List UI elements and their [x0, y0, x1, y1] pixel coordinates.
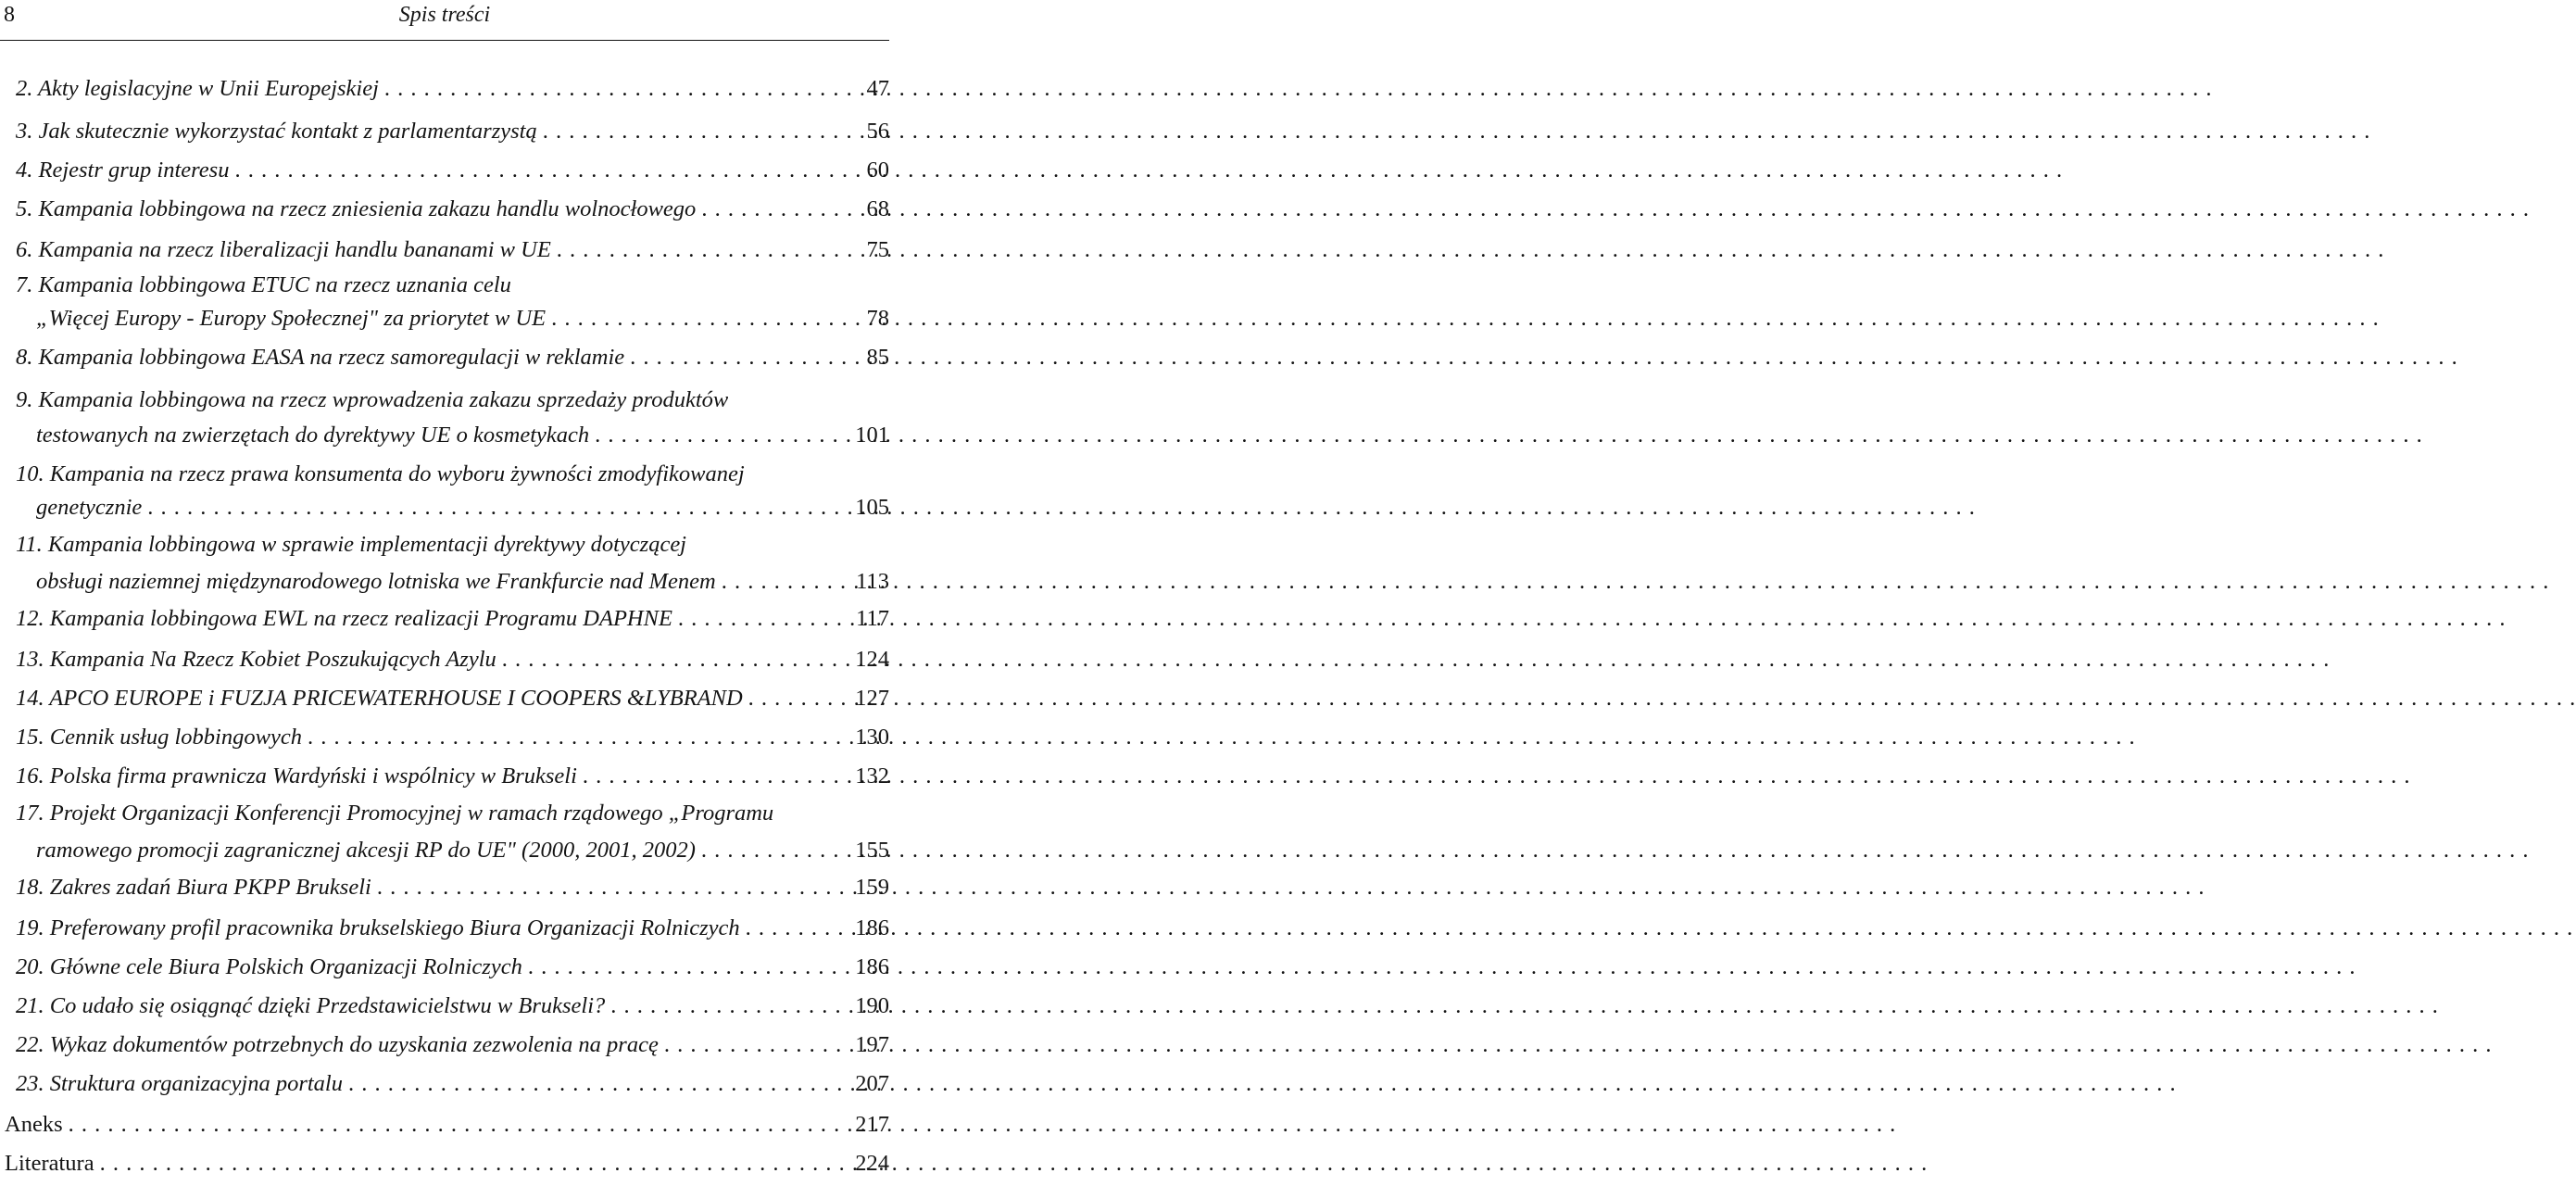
- toc-entry-title: 5. Kampania lobbingowa na rzecz zniesienia zakazu handlu wolnocłowego: [16, 196, 697, 221]
- toc-leader: [659, 1023, 855, 1067]
- toc-leader: [63, 1103, 856, 1147]
- toc-leader: [371, 865, 855, 910]
- toc-entry-page: 155: [855, 838, 889, 863]
- toc-entry: [0, 109, 889, 154]
- toc-entry: [0, 906, 889, 951]
- toc-entry: [0, 984, 889, 1028]
- toc-entry-page: 78: [866, 306, 889, 331]
- toc-entry-title: 7. Kampania lobbingowa ETUC na rzecz uznania celu: [16, 272, 511, 297]
- toc-entry-title-continuation: genetycznie: [36, 495, 143, 520]
- toc-entry-title: 4. Rejestr grup interesu: [16, 158, 230, 183]
- toc-entry-page: 113: [856, 569, 889, 594]
- toc-entry-page: 224: [855, 1151, 889, 1176]
- toc-entry-page: 60: [866, 158, 889, 183]
- toc-entry-page: 124: [855, 647, 889, 672]
- toc-entry-title-continuation: „Więcej Europy - Europy Społecznej" za priorytet w UE: [36, 306, 547, 331]
- toc-entry-title: 3. Jak skutecznie wykorzystać kontakt z parlamentarzystą: [16, 119, 537, 144]
- toc-entry-page: 190: [855, 993, 889, 1018]
- toc-leader: [537, 109, 856, 154]
- toc-entry-page: 186: [855, 954, 889, 979]
- toc-entry: [0, 715, 889, 760]
- toc-entry-page: 85: [866, 345, 889, 370]
- toc-entry-title: 12. Kampania lobbingowa EWL na rzecz realizacji Programu DAPHNE: [16, 606, 672, 631]
- toc-leader: [94, 1142, 856, 1186]
- toc-entry: [0, 1023, 889, 1067]
- toc-entry: [0, 865, 889, 910]
- toc-entry-page: 75: [866, 237, 889, 262]
- toc-entry-page: 217: [855, 1112, 889, 1137]
- toc-entry-title: 18. Zakres zadań Biura PKPP Brukseli: [16, 875, 371, 900]
- toc-entry-title: 11. Kampania lobbingowa w sprawie implementacji dyrektywy dotyczącej: [16, 532, 686, 557]
- toc-entry-page: 101: [855, 423, 889, 448]
- toc-leader: [343, 1062, 855, 1106]
- toc-entry: [0, 148, 889, 193]
- toc-entry-title: 19. Preferowany profil pracownika brukselskiego Biura Organizacji Rolniczych: [16, 915, 740, 940]
- header-page-number: 8: [4, 3, 15, 27]
- toc-entry-title: 8. Kampania lobbingowa EASA na rzecz samoregulacji w reklamie: [16, 345, 625, 370]
- toc-entry-title-continuation: ramowego promocji zagranicznej akcesji RP do UE" (2000, 2001, 2002): [36, 838, 696, 863]
- toc-entry-title-continuation: testowanych na zwierzętach do dyrektywy UE o kosmetykach: [36, 423, 590, 448]
- toc-leader: [696, 187, 856, 232]
- toc-leader: [379, 67, 856, 111]
- toc-entry: [0, 67, 889, 111]
- toc-leader: [740, 906, 856, 951]
- toc-leader: [743, 676, 856, 721]
- toc-entry-title: 15. Cennik usług lobbingowych: [16, 725, 302, 750]
- toc-entry: [0, 335, 889, 380]
- toc-entry-title-continuation: obsługi naziemnej międzynarodowego lotniska we Frankfurcie nad Menem: [36, 569, 716, 594]
- toc-entry-title: 13. Kampania Na Rzecz Kobiet Poszukujących Azylu: [16, 647, 496, 672]
- toc-entry: [0, 676, 889, 721]
- header-title: Spis treści: [398, 3, 491, 27]
- toc-entry-title: Aneks: [5, 1112, 63, 1137]
- toc-entry: [0, 945, 889, 990]
- toc-entry-page: 56: [866, 119, 889, 144]
- toc-entry-page: 117: [856, 606, 889, 631]
- toc-leader: [522, 945, 855, 990]
- toc-entry-title: 23. Struktura organizacyjna portalu: [16, 1071, 343, 1096]
- toc-entry: [0, 637, 889, 682]
- toc-entry-page: 68: [866, 196, 889, 221]
- toc-entry-title: Literatura: [5, 1151, 94, 1176]
- toc-entry-title: 16. Polska firma prawnicza Wardyński i wspólnicy w Brukseli: [16, 763, 577, 789]
- toc-leader: [229, 148, 856, 193]
- toc-entry-page: 127: [855, 686, 889, 711]
- toc-entry-literatura: [0, 1142, 889, 1186]
- toc-entry-page: 47: [866, 76, 889, 101]
- toc-leader: [496, 637, 856, 682]
- toc-entry-title: 2. Akty legislacyjne w Unii Europejskiej: [16, 76, 379, 101]
- toc-entry-title: 10. Kampania na rzecz prawa konsumenta do wyboru żywności zmodyfikowanej: [16, 461, 745, 486]
- toc-entry-title: 9. Kampania lobbingowa na rzecz wprowadzenia zakazu sprzedaży produktów: [16, 387, 729, 412]
- table-of-contents: [0, 0, 889, 1175]
- toc-entry: [0, 1062, 889, 1106]
- toc-entry-title: 6. Kampania na rzecz liberalizacji handlu bananami w UE: [16, 237, 551, 262]
- toc-leader: [605, 984, 855, 1028]
- toc-entry-continuation: [0, 296, 889, 341]
- toc-entry-page: 207: [855, 1071, 889, 1096]
- toc-leader: [624, 335, 856, 380]
- toc-leader: [672, 597, 856, 641]
- toc-leader: [589, 413, 855, 458]
- toc-entry-page: 159: [855, 875, 889, 900]
- toc-entry: [0, 597, 889, 641]
- toc-leader: [302, 715, 855, 760]
- toc-entry: [0, 187, 889, 232]
- toc-entry-title: 20. Główne cele Biura Polskich Organizacji Rolniczych: [16, 954, 522, 979]
- toc-entry-page: 130: [855, 725, 889, 750]
- toc-entry-page: 105: [855, 495, 889, 520]
- toc-entry-page: 197: [855, 1032, 889, 1057]
- toc-entry-aneks: [0, 1103, 889, 1147]
- toc-entry-title: 22. Wykaz dokumentów potrzebnych do uzyskania zezwolenia na pracę: [16, 1032, 659, 1057]
- toc-entry-title: 21. Co udało się osiągnąć dzięki Przedstawicielstwu w Brukseli?: [16, 993, 606, 1018]
- toc-entry-continuation: [0, 413, 889, 458]
- toc-entry-page: 186: [855, 915, 889, 940]
- toc-entry-title: 17. Projekt Organizacji Konferencji Promocyjnej w ramach rządowego „Programu: [16, 801, 774, 826]
- toc-entry-page: 132: [855, 763, 889, 789]
- toc-entry-title: 14. APCO EUROPE i FUZJA PRICEWATERHOUSE I COOPERS &LYBRAND: [16, 686, 743, 711]
- toc-leader: [546, 296, 856, 341]
